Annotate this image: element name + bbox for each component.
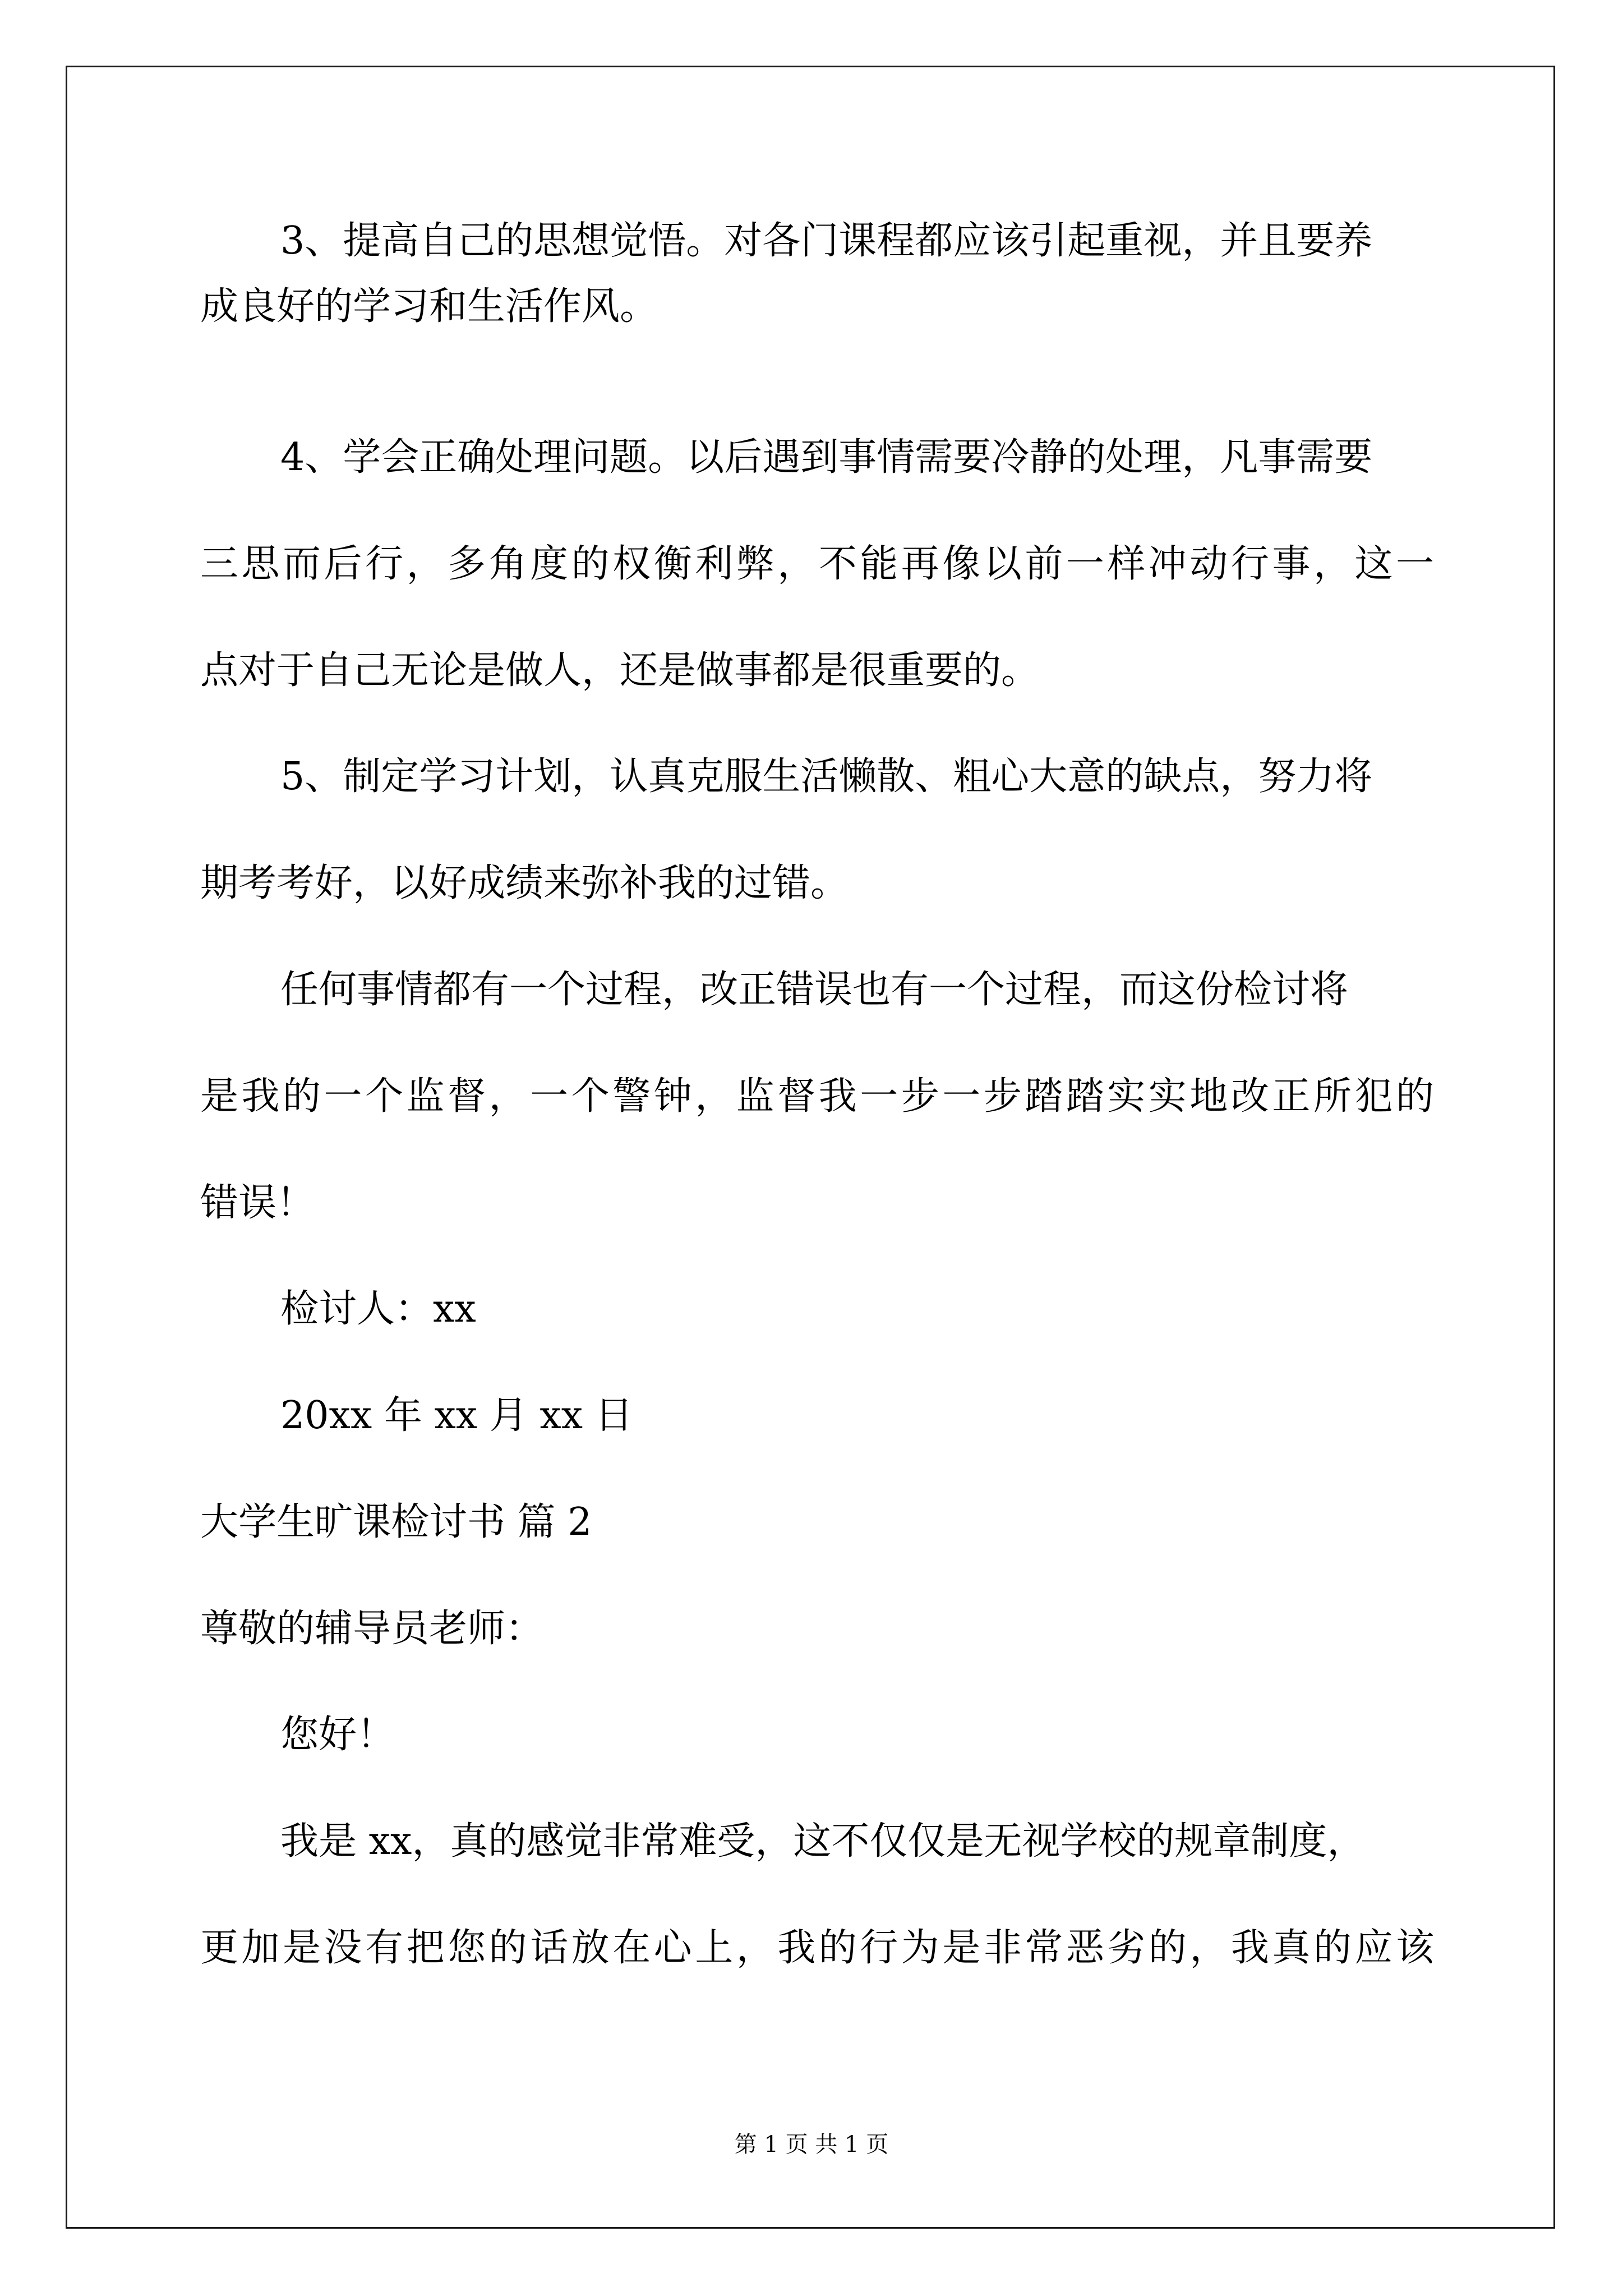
signature-line: 检讨人：xx: [280, 1287, 476, 1331]
paragraph-line: 3、提高自己的思想觉悟。对各门课程都应该引起重视，并且要养: [280, 219, 1373, 263]
paragraph-line: 点对于自己无论是做人，还是做事都是很重要的。: [200, 648, 1040, 693]
paragraph-line: 成良好的学习和生活作风。: [200, 284, 658, 329]
date-line: 20xx 年 xx 月 xx 日: [280, 1393, 633, 1438]
paragraph-line: 期考考好，以好成绩来弥补我的过错。: [200, 861, 849, 905]
paragraph-line: 我是 xx，真的感觉非常难受，这不仅仅是无视学校的规章制度，: [280, 1819, 1366, 1864]
greeting: 您好！: [280, 1713, 395, 1757]
page-footer: 第 1 页 共 1 页: [734, 2132, 889, 2157]
paragraph-line: 是我的一个监督，一个警钟，监督我一步一步踏踏实实地改正所犯的: [200, 1074, 1434, 1119]
page-border: [66, 66, 1555, 2229]
salutation: 尊敬的辅导员老师：: [200, 1607, 544, 1651]
paragraph-line: 更加是没有把您的话放在心上，我的行为是非常恶劣的，我真的应该: [200, 1926, 1434, 1970]
paragraph-line: 4、学会正确处理问题。以后遇到事情需要冷静的处理，凡事需要: [280, 435, 1373, 480]
paragraph-line: 错误！: [200, 1181, 315, 1225]
paragraph-line: 任何事情都有一个过程，改正错误也有一个过程，而这份检讨将: [280, 968, 1349, 1012]
section-heading: 大学生旷课检讨书 篇 2: [200, 1500, 592, 1544]
paragraph-line: 三思而后行，多角度的权衡利弊，不能再像以前一样冲动行事，这一: [200, 542, 1434, 586]
paragraph-line: 5、制定学习计划，认真克服生活懒散、粗心大意的缺点，努力将: [280, 754, 1373, 799]
